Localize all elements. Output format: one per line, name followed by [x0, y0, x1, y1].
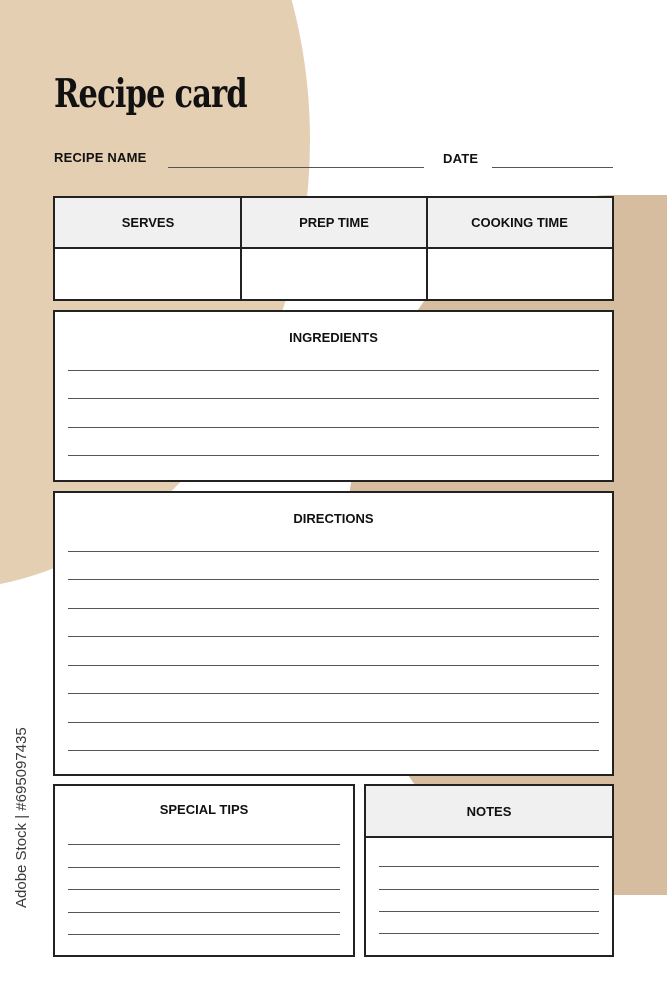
special-tips-line[interactable] [68, 912, 340, 913]
serves-value-cell[interactable] [55, 249, 241, 299]
recipe-name-input-line[interactable] [168, 167, 424, 168]
date-input-line[interactable] [492, 167, 613, 168]
ingredients-line[interactable] [68, 370, 599, 371]
special-tips-line[interactable] [68, 934, 340, 935]
info-table [53, 196, 614, 301]
notes-line[interactable] [379, 933, 599, 934]
directions-section [53, 491, 614, 776]
directions-line[interactable] [68, 551, 599, 552]
notes-line[interactable] [379, 889, 599, 890]
stock-image-id: Adobe Stock | #695097435 [13, 727, 30, 908]
table-divider-2 [426, 198, 428, 299]
recipe-name-label: RECIPE NAME [54, 150, 147, 165]
notes-section [364, 784, 614, 957]
ingredients-line[interactable] [68, 455, 599, 456]
prep-time-header: PREP TIME [241, 198, 427, 249]
table-divider-1 [240, 198, 242, 299]
directions-line[interactable] [68, 665, 599, 666]
directions-line[interactable] [68, 750, 599, 751]
directions-line[interactable] [68, 579, 599, 580]
special-tips-line[interactable] [68, 889, 340, 890]
ingredients-line[interactable] [68, 398, 599, 399]
notes-line[interactable] [379, 911, 599, 912]
special-tips-title: SPECIAL TIPS [159, 802, 249, 817]
ingredients-title: INGREDIENTS [289, 330, 378, 345]
notes-title: NOTES [366, 786, 612, 838]
cooking-time-header: COOKING TIME [427, 198, 612, 249]
directions-line[interactable] [68, 636, 599, 637]
special-tips-line[interactable] [68, 844, 340, 845]
prep-time-value-cell[interactable] [241, 249, 427, 299]
directions-line[interactable] [68, 608, 599, 609]
directions-title: DIRECTIONS [293, 511, 374, 526]
ingredients-section [53, 310, 614, 482]
cooking-time-value-cell[interactable] [427, 249, 612, 299]
date-label: DATE [443, 151, 479, 166]
ingredients-line[interactable] [68, 427, 599, 428]
page-title: Recipe card [54, 71, 247, 117]
directions-line[interactable] [68, 693, 599, 694]
special-tips-line[interactable] [68, 867, 340, 868]
special-tips-section [53, 784, 355, 957]
notes-line[interactable] [379, 866, 599, 867]
serves-header: SERVES [55, 198, 241, 249]
directions-line[interactable] [68, 722, 599, 723]
